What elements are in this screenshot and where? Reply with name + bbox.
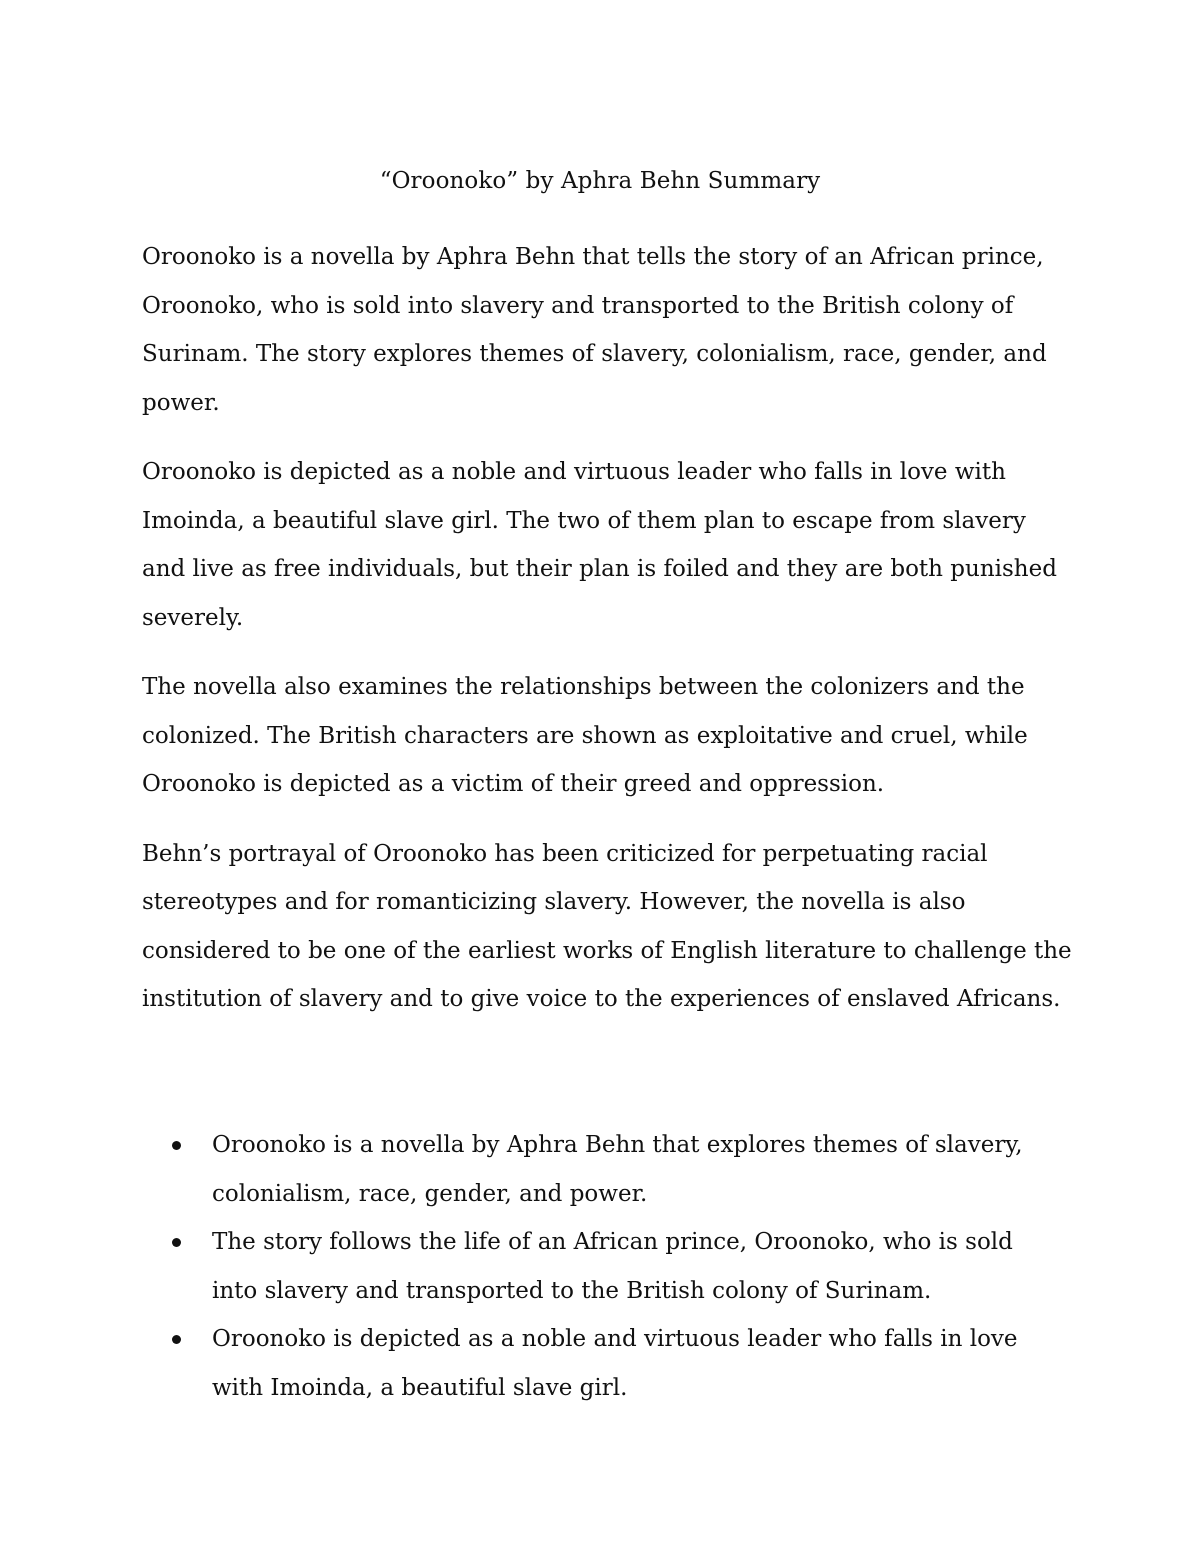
bullet-line: with Imoinda, a beautiful slave girl. bbox=[212, 1374, 628, 1401]
paragraph-line: Surinam. The story explores themes of slavery, colonialism, race, gender, and bbox=[142, 341, 1047, 367]
bullet-line: The story follows the life of an African prince, Oroonoko, who is sold bbox=[212, 1229, 1013, 1255]
bullet-line: colonialism, race, gender, and power. bbox=[212, 1180, 648, 1207]
paragraph-line: stereotypes and for romanticizing slavery. However, the novella is also bbox=[142, 889, 966, 915]
paragraph-line: severely. bbox=[142, 604, 244, 631]
bullet-dot-icon bbox=[172, 1238, 181, 1247]
paragraph-line: Imoinda, a beautiful slave girl. The two of them plan to escape from slavery bbox=[142, 507, 1026, 534]
paragraph bbox=[142, 663, 1072, 809]
paragraph-line: colonized. The British characters are shown as exploitative and cruel, while bbox=[142, 722, 1028, 749]
bullet-list bbox=[142, 1121, 1082, 1412]
document-body bbox=[142, 233, 1072, 1045]
bullet-item bbox=[142, 1218, 1082, 1315]
paragraph bbox=[142, 830, 1072, 1024]
bullet-item bbox=[142, 1121, 1082, 1218]
document-title: “Oroonoko” by Aphra Behn Summary bbox=[379, 168, 821, 194]
bullet-item bbox=[142, 1315, 1082, 1412]
paragraph-line: Behn’s portrayal of Oroonoko has been criticized for perpetuating racial bbox=[142, 840, 988, 867]
paragraph-line: power. bbox=[142, 389, 220, 416]
paragraph-line: Oroonoko, who is sold into slavery and transported to the British colony of bbox=[142, 292, 1014, 319]
paragraph bbox=[142, 233, 1072, 427]
paragraph-line: Oroonoko is depicted as a noble and virtuous leader who falls in love with bbox=[142, 459, 1006, 485]
paragraph-line: Oroonoko is depicted as a victim of their greed and oppression. bbox=[142, 771, 885, 797]
bullet-line: Oroonoko is a novella by Aphra Behn that explores themes of slavery, bbox=[212, 1132, 1023, 1158]
paragraph-line: The novella also examines the relationships between the colonizers and the bbox=[142, 674, 1025, 700]
paragraph-line: Oroonoko is a novella by Aphra Behn that tells the story of an African prince, bbox=[142, 244, 1044, 270]
paragraph bbox=[142, 448, 1072, 642]
paragraph-line: and live as free individuals, but their plan is foiled and they are both punished bbox=[142, 556, 1057, 582]
paragraph-line: considered to be one of the earliest works of English literature to challenge the bbox=[142, 937, 1072, 964]
bullet-dot-icon bbox=[172, 1141, 181, 1150]
paragraph-line: institution of slavery and to give voice to the experiences of enslaved Africans. bbox=[142, 986, 1061, 1012]
bullet-line: into slavery and transported to the British colony of Surinam. bbox=[212, 1277, 932, 1304]
bullet-line: Oroonoko is depicted as a noble and virtuous leader who falls in love bbox=[212, 1326, 1018, 1352]
bullet-dot-icon bbox=[172, 1335, 181, 1344]
